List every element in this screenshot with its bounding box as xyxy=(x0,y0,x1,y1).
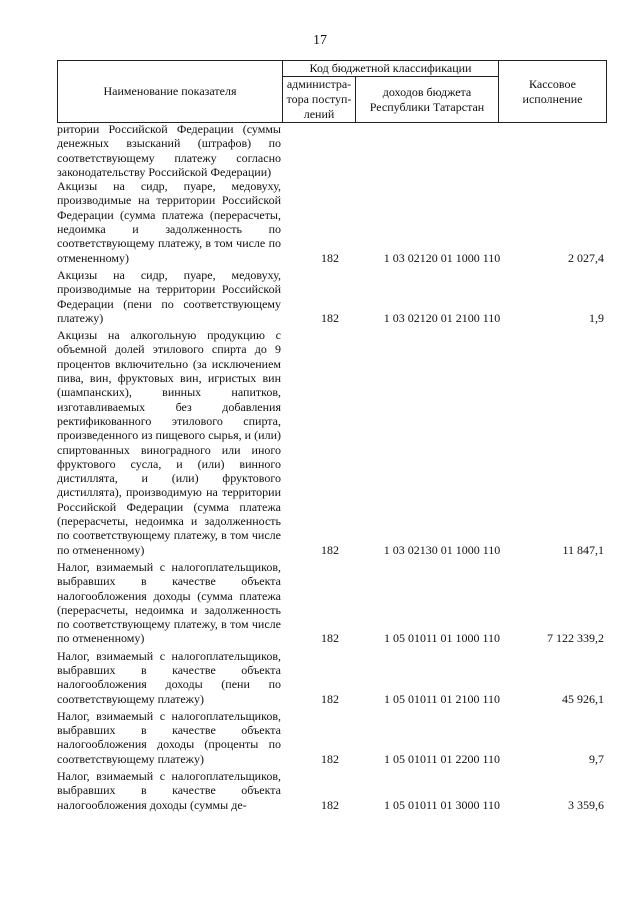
table-row xyxy=(57,649,606,706)
table-row xyxy=(57,328,606,557)
row-admin-code: 182 xyxy=(321,691,339,706)
row-amount: 1,9 xyxy=(589,310,604,325)
row-budget-code: 1 03 02120 01 1000 110 xyxy=(383,250,501,265)
row-description: Налог, взимаемый с налогоплательщиков, выбравших в качестве объекта налогообложения доходы (пени по соответствующему платежу) xyxy=(57,648,281,706)
row-description: Налог, взимаемый с налогоплательщиков, выбравших в качестве объекта налогообложения доходы (сумма платежа (перерасчеты, недоимка и задолженность по соответствующему платежу, в том числе по отмененному) xyxy=(57,559,281,646)
table-body xyxy=(57,122,606,812)
row-budget-code: 1 03 02120 01 2100 110 xyxy=(383,310,501,325)
row-budget-code: 1 03 02130 01 1000 110 xyxy=(383,542,501,557)
row-budget-code: 1 05 01011 01 1000 110 xyxy=(383,631,501,646)
row-description: Акцизы на алкогольную продукцию с объемной долей этилового спирта до 9 процентов включительно (за исключением пива, вин, фруктовых вин, игристых вин (шампанских), винных напитков, изготавливаемых без добавления ректификованного этилового спирта, произведенного из пищевого сырья, и (или) спиртованных виноградного или иного фруктового сусла, и (или) винного дистиллята, и (или) фруктового дистиллята), производимую на территории Российской Федерации (сумма платежа (перерасчеты, недоимка и задолженность по соответствующему платежу, в том числе по отмененному) xyxy=(57,328,281,557)
row-admin-code: 182 xyxy=(321,250,339,265)
table-row xyxy=(57,560,606,646)
row-description: Акцизы на сидр, пуаре, медовуху, производимые на территории Российской Федерации (пени по соответствующему платежу) xyxy=(57,267,281,325)
table-row xyxy=(57,122,606,179)
row-description: ритории Российской Федерации (суммы денежных взысканий (штрафов) по соответствующему платежу согласно законодательству Российской Федерации) xyxy=(57,122,281,179)
row-description: Налог, взимаемый с налогоплательщиков, выбравших в качестве объекта налогообложения доходы (суммы де- xyxy=(57,769,281,812)
row-admin-code: 182 xyxy=(321,751,339,766)
header-budget-classification: Код бюджетной классификации xyxy=(283,61,499,77)
row-amount: 3 359,6 xyxy=(568,797,604,812)
table-row xyxy=(57,769,606,812)
table-row xyxy=(57,709,606,766)
row-admin-code: 182 xyxy=(321,310,339,325)
row-amount: 45 926,1 xyxy=(562,691,604,706)
header-budget-income: доходов бюджета Республики Татарстан xyxy=(356,77,499,123)
row-budget-code: 1 05 01011 01 3000 110 xyxy=(383,797,501,812)
row-amount: 11 847,1 xyxy=(562,542,604,557)
row-admin-code: 182 xyxy=(321,631,339,646)
table-header xyxy=(57,60,607,123)
row-description: Акцизы на сидр, пуаре, медовуху, производимые на территории Российской Федерации (сумма платежа (перерасчеты, недоимка и задолженность по соответствующему платежу, в том числе по отмененному) xyxy=(57,179,281,265)
page-number: 17 xyxy=(313,33,327,48)
header-administrator: администра-тора поступ-лений xyxy=(283,77,356,123)
row-budget-code: 1 05 01011 01 2100 110 xyxy=(383,691,501,706)
row-admin-code: 182 xyxy=(321,542,339,557)
header-cash-execution: Кассовое исполнение xyxy=(499,61,607,123)
row-amount: 9,7 xyxy=(589,751,604,766)
header-name-column: Наименование показателя xyxy=(58,61,283,123)
row-amount: 2 027,4 xyxy=(568,250,604,265)
row-admin-code: 182 xyxy=(321,797,339,812)
row-description: Налог, взимаемый с налогоплательщиков, выбравших в качестве объекта налогообложения доходы (проценты по соответствующему платежу) xyxy=(57,708,281,766)
row-budget-code: 1 05 01011 01 2200 110 xyxy=(383,751,501,766)
row-amount: 7 122 339,2 xyxy=(547,631,604,646)
table-row xyxy=(57,179,606,265)
table-row xyxy=(57,268,606,325)
